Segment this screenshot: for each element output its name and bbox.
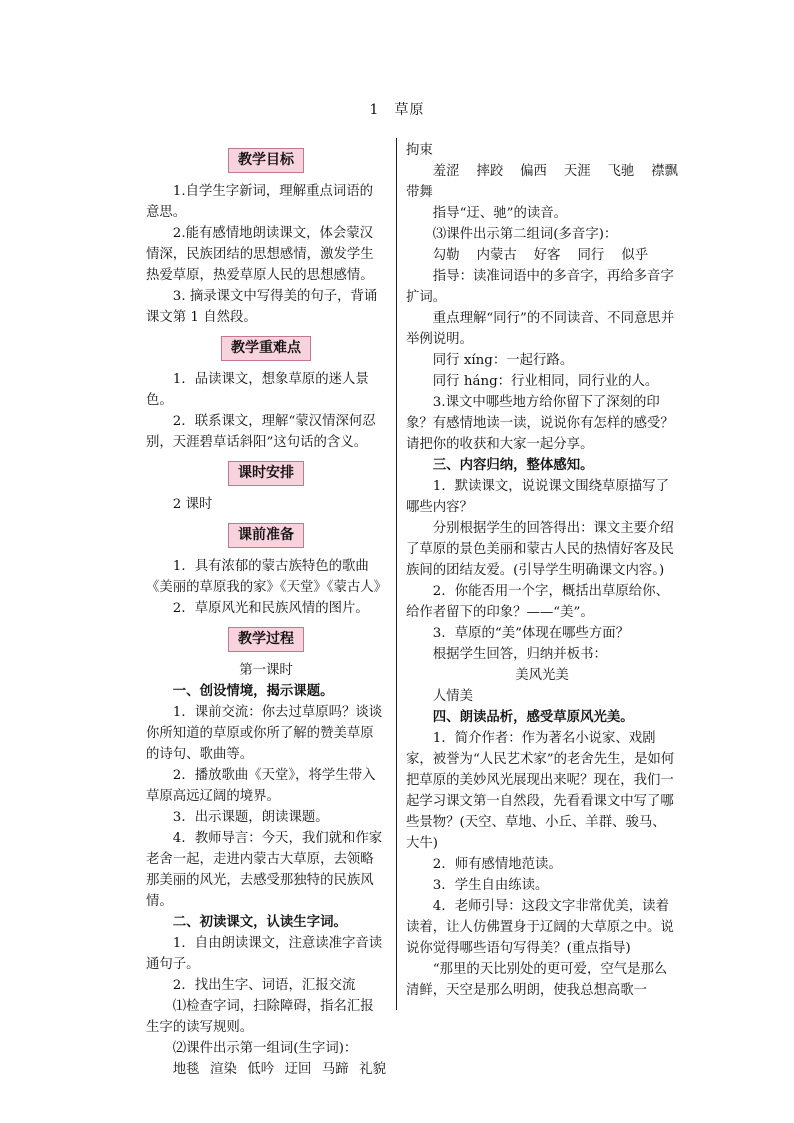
word: 襟飘: [651, 164, 678, 179]
word: 好客: [533, 248, 561, 263]
step-heading: 三、内容归纳，整体感知。: [432, 457, 594, 473]
word: 羞涩: [432, 164, 460, 179]
paragraph: 3.课文中哪些地方给你留下了深刻的印象？有感情地读一读，说说你有怎样的感受？请把你的收获和大家一起分享。: [406, 395, 674, 452]
paragraph: 1．默读课文，说说课文围绕草原描写了哪些内容？: [406, 479, 669, 515]
word: 偏西: [520, 164, 547, 179]
preparation-item: 2．草原风光和民族风情的图片。: [172, 601, 369, 616]
schedule-text: 2 课时: [172, 497, 213, 512]
goal-item: 1.自学生字新词，理解重点词语的意思。: [146, 184, 374, 220]
paragraph: 同行 xíng：一起行路。: [432, 353, 574, 368]
column-divider: [396, 138, 397, 1010]
paragraph: 3．学生自由练读。: [432, 878, 549, 893]
key-point-item: 2．联系课文，理解“蒙汉情深何忍别，天涯碧草话斜阳”这句话的含义。: [146, 414, 376, 450]
key-point-item: 1．品读课文，想象草原的迷人景色。: [146, 372, 369, 408]
word-list: [406, 161, 678, 182]
section-heading-schedule: 课时安排: [228, 461, 304, 486]
paragraph: 分别根据学生的回答得出：课文主要介绍了草原的景色美丽和蒙古人民的热情好客及民族间的团结友爱。(引导学生明确课文内容。): [406, 521, 674, 578]
paragraph: 3．草原的“美”体现在哪些方面？: [432, 626, 630, 641]
right-column: [406, 140, 678, 1001]
section-heading-preparation: 课前准备: [228, 523, 304, 548]
paragraph: 4．老师引导：这段文字非常优美，读着读着，让人仿佛置身于辽阔的大草原之中。说说你觉得哪些语句写得美？(重点指导): [406, 899, 674, 956]
word: 低吟: [247, 1062, 275, 1077]
word: 似乎: [621, 248, 649, 263]
board-line: 人情美: [432, 689, 473, 704]
word: 勾勒: [432, 248, 460, 263]
section-heading-goals: 教学目标: [228, 148, 304, 173]
paragraph: 2．找出生字、词语，汇报交流: [172, 978, 356, 993]
word: 飞驰: [607, 164, 635, 179]
word-list: [146, 1059, 386, 1080]
paragraph: 1．自由朗读课文，注意读准字音读通句子。: [146, 936, 383, 972]
paragraph: ⑵课件出示第一组词(生字词)：: [172, 1041, 358, 1056]
step-heading: 二、初读课文，认读生字词。: [172, 914, 347, 930]
section-heading-key-points: 教学重难点: [221, 336, 311, 361]
step-heading: 四、朗读品析，感受草原风光美。: [432, 709, 634, 725]
paragraph: 指导：读准词语中的多音字，再给多音字扩词。: [406, 269, 674, 305]
paragraph: 重点理解“同行”的不同读音、不同意思并举例说明。: [406, 311, 675, 347]
paragraph: 带舞: [406, 185, 433, 200]
paragraph: 同行 háng：行业相同，同行业的人。: [432, 374, 659, 389]
section-heading-process: 教学过程: [228, 627, 304, 652]
paragraph: ⑶课件出示第二组词(多音字)：: [432, 227, 618, 242]
word: 迂回: [284, 1062, 312, 1077]
paragraph: 拘束: [406, 143, 433, 158]
lesson-label: 第一课时: [239, 663, 293, 678]
word: 内蒙古: [476, 248, 517, 263]
step-heading: 一、创设情境，揭示课题。: [172, 683, 334, 699]
page-title: 1 草原: [369, 102, 425, 118]
left-column: [146, 140, 386, 1080]
word: 地毯: [172, 1062, 200, 1077]
word: 同行: [577, 248, 605, 263]
paragraph: “那里的天比别处的更可爱，空气是那么清鲜，天空是那么明朗，使我总想高歌一: [406, 962, 668, 998]
goal-item: 3. 摘录课文中写得美的句子，背诵课文第 1 自然段。: [146, 289, 378, 325]
paragraph: 1．简介作者：作为著名小说家、戏剧家，被誉为“人民艺术家”的老舍先生，是如何把草原的美妙风光展现出来呢？现在，我们一起学习课文第一自然段，先看看课文中写了哪些景物？(天空、草地、小丘、羊群、骏马、大牛): [406, 731, 675, 851]
paragraph: 指导“迂、驰”的读音。: [432, 206, 568, 221]
word-list: [406, 245, 678, 266]
paragraph: 2．你能否用一个字，概括出草原给你、给作者留下的印象？——“美”。: [406, 584, 669, 620]
paragraph: 2．师有感情地范读。: [432, 857, 562, 872]
word: 渲染: [210, 1062, 237, 1077]
paragraph: 根据学生回答，归纳并板书：: [432, 647, 607, 662]
word: 摔跤: [476, 164, 504, 179]
board-line: 美风光美: [515, 668, 569, 683]
goal-item: 2.能有感情地朗读课文，体会蒙汉情深，民族团结的思想感情，激发学生热爱草原，热爱草原人民的思想感情。: [146, 226, 374, 283]
paragraph: 2．播放歌曲《天堂》，将学生带入草原高远辽阔的境界。: [146, 768, 376, 804]
word: 礼貌: [359, 1062, 386, 1077]
paragraph: 1．课前交流：你去过草原吗？谈谈你所知道的草原或你所了解的赞美草原的诗句、歌曲等。: [146, 705, 383, 762]
paragraph: 4．教师导言：今天，我们就和作家老舍一起，走进内蒙古大草原，去领略那美丽的风光，去感受那独特的民族风情。: [146, 831, 383, 909]
word: 马蹄: [321, 1062, 349, 1077]
paragraph: 3．出示课题，朗读课题。: [172, 810, 329, 825]
word: 天涯: [563, 164, 591, 179]
preparation-item: 1．具有浓郁的蒙古族特色的歌曲《美丽的草原我的家》《天堂》《蒙古人》: [146, 559, 388, 595]
paragraph: ⑴检查字词，扫除障碍，指名汇报生字的读写规则。: [146, 999, 374, 1035]
